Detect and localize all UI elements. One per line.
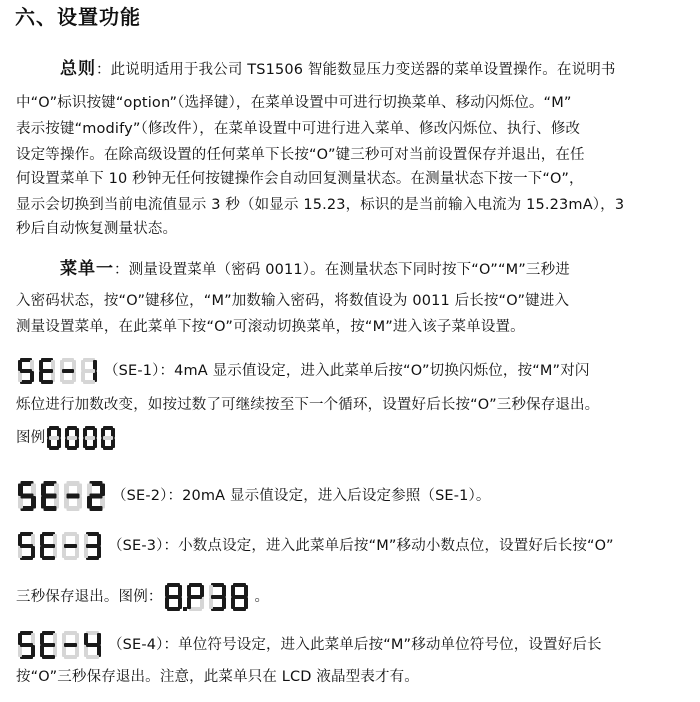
segment-g (211, 595, 224, 599)
se2-segment-display (16, 480, 112, 512)
segment-g (42, 544, 55, 548)
segment-g (64, 643, 77, 647)
segment-g (41, 369, 53, 373)
segment-g (103, 436, 113, 440)
menu1-line-3: 测量设置菜单，在此菜单下按“O”可滚动切换菜单，按“M”进入该子菜单设置。 (16, 319, 525, 335)
se3-example-display (163, 582, 255, 612)
segment-g (62, 369, 74, 373)
se1-example (16, 425, 121, 451)
se1-segment-display (16, 357, 104, 385)
segment-g (67, 494, 80, 499)
general-line-3: 表示按键“modify”（修改件），在菜单设置中可进行进入菜单、修改闪烁位、执行、修改 (16, 121, 581, 137)
general-line-2: 中“O”标识按键“option”（选择键），在菜单设置中可进行切换菜单、移动闪烁位。“M” (16, 95, 572, 111)
segment-g (20, 369, 32, 373)
general-line-4: 设定等操作。在除高级设置的任何菜单下长按“O”键三秒可对当前设置保存并退出，在任 (16, 147, 585, 163)
segment-dot (183, 607, 187, 611)
menu1-line-2: 入密码状态，按“O”键移位，“M”加数输入密码，将数值设为 0011 后长按“O”键进入 (16, 293, 570, 309)
segment-g (167, 595, 180, 599)
se4-line-1: （SE-4）：单位符号设定，进入此菜单后按“M”移动单位符号位，设置好后长 (16, 630, 602, 660)
segment-g (83, 369, 95, 373)
segment-g (64, 544, 77, 548)
se3-line-2: 三秒保存退出。图例： 。 (16, 582, 269, 612)
general-line-5: 何设置菜单下 10 秒钟无任何按键操作会自动回复测量状态。在测量状态下按一下“O”， (16, 171, 584, 187)
segment-g (44, 494, 57, 499)
general-lead: 总则 (60, 59, 96, 79)
segment-g (189, 595, 202, 599)
segment-g (90, 494, 103, 499)
segment-g (21, 494, 34, 499)
se4-line-2: 按“O”三秒保存退出。注意，此菜单只在 LCD 液晶型表才有。 (16, 669, 419, 685)
se3-segment-display (16, 531, 108, 561)
segment-g (20, 643, 33, 647)
se4-segment-display (16, 630, 108, 660)
section-title: 六、设置功能 (15, 5, 141, 29)
menu1-lead: 菜单一 (60, 259, 114, 279)
general-line-6: 显示会切换到当前电流值显示 3 秒（如显示 15.23，标识的是当前输入电流为 15.23mA），3 (16, 197, 625, 213)
segment-g (233, 595, 246, 599)
se1-line-1: （SE-1）：4mA 显示值设定，进入此菜单后按“O”切换闪烁位，按“M”对闪 (16, 357, 590, 385)
segment-g (20, 544, 33, 548)
segment-g (49, 436, 59, 440)
segment-g (42, 643, 55, 647)
se1-example-label: 图例 (16, 430, 46, 446)
se3-line-1: （SE-3）：小数点设定，进入此菜单后按“M”移动小数点位，设置好后长按“O” (16, 531, 614, 561)
segment-g (86, 544, 99, 548)
general-line-7: 秒后自动恢复测量状态。 (16, 221, 178, 237)
general-line-1: 总则：此说明适用于我公司 TS1506 智能数显压力变送器的菜单设置操作。在说明书 (60, 59, 616, 79)
segment-g (85, 436, 95, 440)
segment-g (86, 643, 99, 647)
se2-line: （SE-2）：20mA 显示值设定，进入后设定参照（SE-1）。 (16, 480, 491, 512)
se1-line-2: 烁位进行加数改变，如按过数了可继续按至下一个循环，设置好后长按“O”三秒保存退出。 (16, 397, 600, 413)
menu1-line-1: 菜单一：测量设置菜单（密码 0011）。在测量状态下同时按下“O”“M”三秒进 (60, 259, 570, 279)
segment-g (67, 436, 77, 440)
se1-example-display (45, 425, 121, 451)
